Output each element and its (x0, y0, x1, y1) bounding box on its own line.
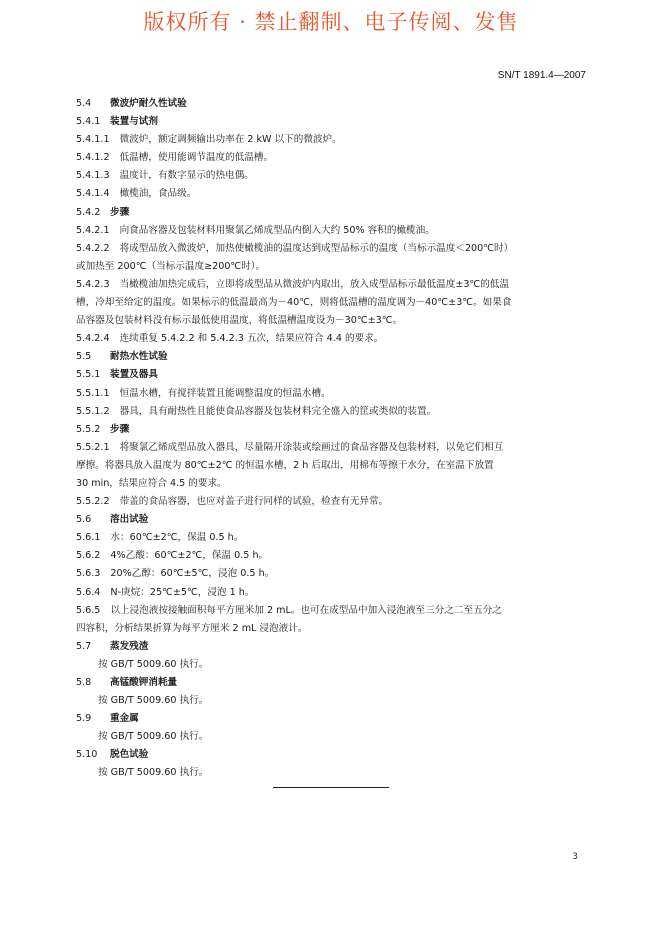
clause-continuation: 或加热至 200℃（当标示温度≥200℃时）。 (76, 260, 266, 272)
clause-number: 5.4.2.4 (76, 333, 110, 345)
clause-text: 将聚氯乙烯成型品放入器具，尽量隔开涂装或绘画过的食品容器及包装材料，以免它们相互 (119, 441, 504, 453)
clause-text: 向食品容器及包装材料用聚氯乙烯成型品内倒入大约 50% 容积的橄榄油。 (119, 224, 435, 236)
clause-number: 5.4.1.1 (76, 134, 110, 146)
section-number: 5.5 (76, 351, 92, 363)
clause (76, 547, 588, 565)
section-number: 5.5.2 (76, 423, 101, 435)
section-heading (76, 638, 588, 656)
clause (76, 131, 588, 149)
clause (76, 240, 588, 258)
section-number: 5.4 (76, 98, 92, 109)
clause (76, 276, 588, 294)
section-title: 蒸发残渣 (110, 640, 149, 652)
section-title: 微波炉耐久性试验 (110, 98, 187, 109)
section-number: 5.6 (76, 514, 92, 526)
clause-number: 5.4.1.4 (76, 188, 110, 200)
clause-number: 5.6.4 (76, 586, 101, 598)
method-reference: 按 GB/T 5009.60 执行。 (98, 767, 209, 779)
clause-number: 5.4.2.2 (76, 242, 110, 254)
clause-text: 橄榄油，食品级。 (119, 188, 197, 200)
section-heading (76, 674, 588, 692)
clause-number: 5.5.2.1 (76, 441, 110, 453)
clause-text: 带盖的食品容器，也应对盖子进行同样的试验，检查有无异常。 (119, 496, 389, 508)
clause (76, 565, 588, 583)
clause-text: 恒温水槽，有搅拌装置且能调整温度的恒温水槽。 (119, 387, 331, 399)
clause-number: 5.5.1.1 (76, 387, 110, 399)
clause-text: 以上浸泡液按接触面积每平方厘米加 2 mL。也可在成型品中加入浸泡液至三分之二至五分之 (110, 604, 502, 616)
clause-text: 4%乙酸：60℃±2℃，保温 0.5 h。 (110, 550, 269, 562)
clause (76, 529, 588, 547)
section-title: 装置及器具 (110, 369, 158, 381)
clause-number: 5.6.3 (76, 568, 101, 580)
section-heading (76, 511, 588, 529)
section-heading (76, 95, 588, 113)
method-reference: 按 GB/T 5009.60 执行。 (98, 658, 209, 670)
section-number: 5.7 (76, 640, 92, 652)
clause-continuation: 四容积，分析结果折算为每平方厘米 2 mL 浸泡液计。 (76, 622, 308, 634)
section-title: 装置与试剂 (110, 116, 158, 128)
section-number: 5.9 (76, 713, 92, 725)
section-heading (76, 348, 588, 366)
clause-number: 5.5.1.2 (76, 405, 110, 417)
clause-text: 温度计，有数字显示的热电偶。 (119, 170, 254, 182)
standard-code: SN/T 1891.4—2007 (497, 70, 586, 81)
section-number: 5.10 (76, 749, 98, 761)
clause-text: 当橄榄油加热完成后，立即将成型品从微波炉内取出，放入成型品标示最低温度±3℃的低温 (119, 278, 510, 290)
section-heading (76, 746, 588, 764)
section-number: 5.4.1 (76, 116, 101, 128)
clause-number: 5.6.2 (76, 550, 101, 562)
section-heading (76, 113, 588, 131)
section-number: 5.8 (76, 677, 92, 688)
section-heading (76, 421, 588, 439)
clause (76, 167, 588, 185)
clause (76, 185, 588, 203)
clause (76, 385, 588, 403)
section-title: 重金属 (110, 713, 139, 725)
copyright-watermark: 版权所有 · 禁止翻制、电子传阅、发售 (143, 10, 519, 34)
clause (76, 149, 588, 167)
clause-text: 20%乙醇：60℃±5℃，浸泡 0.5 h。 (110, 568, 275, 580)
method-reference: 按 GB/T 5009.60 执行。 (98, 731, 209, 743)
clause-continuation: 品容器及包装材料没有标示最低使用温度，将低温槽温度设为－30℃±3℃。 (76, 315, 403, 327)
method-reference: 按 GB/T 5009.60 执行。 (98, 695, 209, 707)
clause (76, 439, 588, 457)
clause-number: 5.5.2.2 (76, 496, 110, 508)
section-number: 5.4.2 (76, 206, 101, 218)
document-body (76, 95, 588, 783)
clause (76, 493, 588, 511)
clause-number: 5.6.1 (76, 532, 101, 544)
section-heading (76, 204, 588, 222)
clause-text: 器具，具有耐热性且能使食品容器及包装材料完全盛入的筐或类似的装置。 (119, 405, 437, 417)
clause-continuation: 30 min，结果应符合 4.5 的要求。 (76, 477, 227, 489)
clause-number: 5.6.5 (76, 604, 101, 616)
clause-text: N-庚烷：25℃±5℃，浸泡 1 h。 (110, 586, 255, 598)
clause-number: 5.4.1.2 (76, 152, 110, 164)
clause-number: 5.4.2.1 (76, 224, 110, 236)
clause (76, 584, 588, 602)
section-title: 高锰酸钾消耗量 (110, 677, 178, 688)
section-heading (76, 366, 588, 384)
section-title: 步骤 (110, 423, 130, 435)
clause-text: 将成型品放入微波炉，加热使橄榄油的温度达到成型品标示的温度（当标示温度＜200℃时） (119, 242, 514, 254)
section-title: 耐热水性试验 (110, 351, 168, 363)
clause-continuation: 摩擦。将器具放入温度为 80℃±2℃ 的恒温水槽，2 h 后取出，用棉布等擦干水分，在室温下放置 (76, 459, 494, 471)
section-title: 脱色试验 (110, 749, 149, 761)
section-title: 溶出试验 (110, 514, 149, 526)
clause-text: 连续重复 5.4.2.2 和 5.4.2.3 五次，结果应符合 4.4 的要求。 (119, 333, 384, 345)
section-number: 5.5.1 (76, 369, 101, 381)
clause-number: 5.4.1.3 (76, 170, 110, 182)
clause (76, 330, 588, 348)
clause-text: 微波炉，额定调频输出功率在 2 kW 以下的微波炉。 (119, 134, 342, 146)
clause (76, 403, 588, 421)
clause-number: 5.4.2.3 (76, 278, 110, 290)
clause-text: 水：60℃±2℃，保温 0.5 h。 (110, 532, 244, 544)
clause-text: 低温槽，使用能调节温度的低温槽。 (119, 152, 274, 164)
end-rule (273, 787, 389, 788)
clause (76, 602, 588, 620)
section-title: 步骤 (110, 206, 130, 218)
section-heading (76, 710, 588, 728)
page-number: 3 (572, 852, 578, 862)
clause (76, 222, 588, 240)
clause-continuation: 槽，冷却至给定的温度。如果标示的低温最高为－40℃，则将低温槽的温度调为－40℃±3℃。如果食 (76, 297, 512, 309)
